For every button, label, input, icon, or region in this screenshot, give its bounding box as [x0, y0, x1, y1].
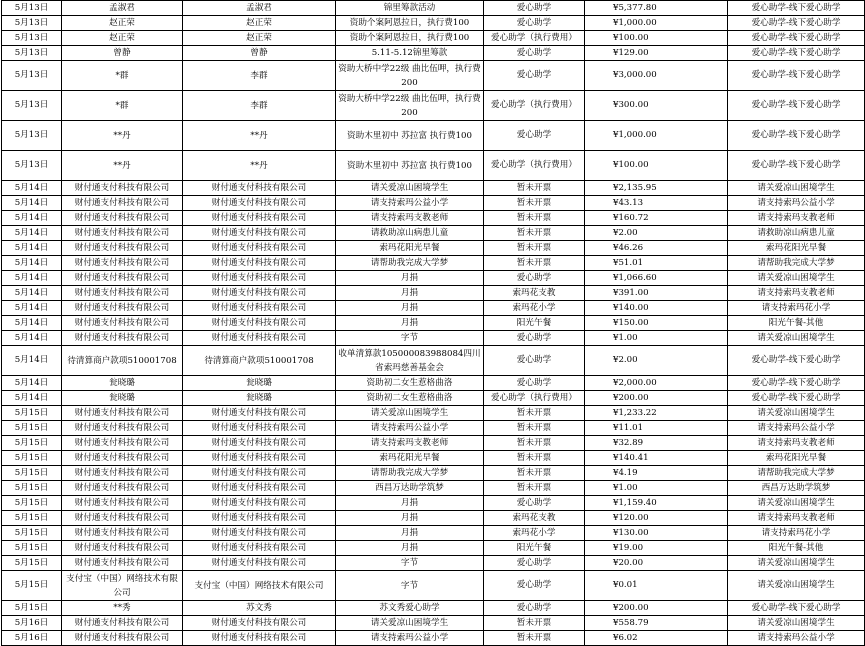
donor-cell: 财付通支付科技有限公司 — [62, 541, 183, 556]
amount-cell: ¥120.00 — [585, 511, 728, 526]
purpose-cell: 收单清算款105000083988084四川省索玛慈善基金会 — [336, 346, 484, 376]
table-row — [2, 496, 865, 511]
donor-cell: 财付通支付科技有限公司 — [62, 631, 183, 646]
payer-cell: 财付通支付科技有限公司 — [183, 286, 336, 301]
donor-cell: 财付通支付科技有限公司 — [62, 286, 183, 301]
project-cell: 请关爱凉山困境学生 — [728, 406, 865, 421]
amount-cell: ¥3,000.00 — [585, 61, 728, 91]
date-cell: 5月15日 — [2, 601, 62, 616]
project-cell: 请支持索玛支教老师 — [728, 211, 865, 226]
project-cell: 请帮助我完成大学梦 — [728, 256, 865, 271]
table-row — [2, 571, 865, 601]
amount-cell: ¥2,135.95 — [585, 181, 728, 196]
purpose-cell: 请支持索玛支教老师 — [336, 211, 484, 226]
table-row — [2, 301, 865, 316]
donor-cell: 财付通支付科技有限公司 — [62, 226, 183, 241]
amount-cell: ¥2,000.00 — [585, 376, 728, 391]
purpose-cell: 请帮助我完成大学梦 — [336, 256, 484, 271]
table-row — [2, 271, 865, 286]
invoice-type-cell: 爱心助学 — [484, 16, 585, 31]
project-cell: 请关爱凉山困境学生 — [728, 616, 865, 631]
payer-cell: 财付通支付科技有限公司 — [183, 526, 336, 541]
amount-cell: ¥300.00 — [585, 91, 728, 121]
donor-cell: 财付通支付科技有限公司 — [62, 316, 183, 331]
amount-cell: ¥0.01 — [585, 571, 728, 601]
invoice-type-cell: 爱心助学 — [484, 376, 585, 391]
donor-cell: 财付通支付科技有限公司 — [62, 271, 183, 286]
table-row — [2, 121, 865, 151]
payer-cell: 财付通支付科技有限公司 — [183, 556, 336, 571]
table-row — [2, 406, 865, 421]
date-cell: 5月14日 — [2, 226, 62, 241]
invoice-type-cell: 暂未开票 — [484, 196, 585, 211]
amount-cell: ¥1,159.40 — [585, 496, 728, 511]
amount-cell: ¥46.26 — [585, 241, 728, 256]
table-row — [2, 256, 865, 271]
invoice-type-cell: 暂未开票 — [484, 406, 585, 421]
purpose-cell: 资助个案阿恩拉日，执行费100 — [336, 16, 484, 31]
table-row — [2, 481, 865, 496]
invoice-type-cell: 索玛花小学 — [484, 526, 585, 541]
amount-cell: ¥20.00 — [585, 556, 728, 571]
invoice-type-cell: 爱心助学 — [484, 46, 585, 61]
project-cell: 请支持索玛公益小学 — [728, 631, 865, 646]
donor-cell: 财付通支付科技有限公司 — [62, 616, 183, 631]
project-cell: 爱心助学-线下爱心助学 — [728, 121, 865, 151]
payer-cell: 财付通支付科技有限公司 — [183, 511, 336, 526]
donor-cell: *群 — [62, 61, 183, 91]
date-cell: 5月14日 — [2, 181, 62, 196]
amount-cell: ¥391.00 — [585, 286, 728, 301]
table-row — [2, 346, 865, 376]
table-row — [2, 241, 865, 256]
purpose-cell: 请关爱凉山困境学生 — [336, 181, 484, 196]
purpose-cell: 月捐 — [336, 511, 484, 526]
payer-cell: 财付通支付科技有限公司 — [183, 451, 336, 466]
table-row — [2, 181, 865, 196]
date-cell: 5月15日 — [2, 421, 62, 436]
invoice-type-cell: 爱心助学 — [484, 496, 585, 511]
amount-cell: ¥140.41 — [585, 451, 728, 466]
invoice-type-cell: 爱心助学 — [484, 121, 585, 151]
invoice-type-cell: 暂未开票 — [484, 421, 585, 436]
amount-cell: ¥100.00 — [585, 31, 728, 46]
invoice-type-cell: 阳光午餐 — [484, 541, 585, 556]
amount-cell: ¥200.00 — [585, 391, 728, 406]
amount-cell: ¥11.01 — [585, 421, 728, 436]
date-cell: 5月14日 — [2, 346, 62, 376]
purpose-cell: 字节 — [336, 571, 484, 601]
invoice-type-cell: 暂未开票 — [484, 241, 585, 256]
purpose-cell: 月捐 — [336, 271, 484, 286]
amount-cell: ¥129.00 — [585, 46, 728, 61]
invoice-type-cell: 爱心助学 — [484, 601, 585, 616]
table-row — [2, 46, 865, 61]
purpose-cell: 请关爱凉山困境学生 — [336, 616, 484, 631]
donor-cell: **秀 — [62, 601, 183, 616]
project-cell: 爱心助学-线下爱心助学 — [728, 151, 865, 181]
project-cell: 索玛花阳光早餐 — [728, 451, 865, 466]
donor-cell: 财付通支付科技有限公司 — [62, 241, 183, 256]
invoice-type-cell: 暂未开票 — [484, 481, 585, 496]
date-cell: 5月14日 — [2, 391, 62, 406]
project-cell: 请帮助我完成大学梦 — [728, 466, 865, 481]
date-cell: 5月14日 — [2, 316, 62, 331]
payer-cell: 财付通支付科技有限公司 — [183, 541, 336, 556]
donor-cell: 财付通支付科技有限公司 — [62, 436, 183, 451]
payer-cell: 财付通支付科技有限公司 — [183, 256, 336, 271]
project-cell: 爱心助学-线下爱心助学 — [728, 61, 865, 91]
invoice-type-cell: 暂未开票 — [484, 451, 585, 466]
project-cell: 请支持索玛支教老师 — [728, 436, 865, 451]
amount-cell: ¥160.72 — [585, 211, 728, 226]
payer-cell: 待清算商户款项510001708 — [183, 346, 336, 376]
donor-cell: 财付通支付科技有限公司 — [62, 481, 183, 496]
project-cell: 索玛花阳光早餐 — [728, 241, 865, 256]
table-row — [2, 436, 865, 451]
table-row — [2, 61, 865, 91]
invoice-type-cell: 阳光午餐 — [484, 316, 585, 331]
project-cell: 请支持索玛花小学 — [728, 301, 865, 316]
amount-cell: ¥1,233.22 — [585, 406, 728, 421]
project-cell: 请关爱凉山困境学生 — [728, 271, 865, 286]
purpose-cell: 请支持索玛公益小学 — [336, 631, 484, 646]
purpose-cell: 月捐 — [336, 496, 484, 511]
table-row — [2, 631, 865, 646]
table-row — [2, 526, 865, 541]
project-cell: 请支持索玛花小学 — [728, 526, 865, 541]
table-row — [2, 601, 865, 616]
payer-cell: 财付通支付科技有限公司 — [183, 406, 336, 421]
invoice-type-cell: 爱心助学 — [484, 346, 585, 376]
payer-cell: 财付通支付科技有限公司 — [183, 211, 336, 226]
date-cell: 5月13日 — [2, 61, 62, 91]
amount-cell: ¥1,000.00 — [585, 16, 728, 31]
donor-cell: 财付通支付科技有限公司 — [62, 256, 183, 271]
amount-cell: ¥1,000.00 — [585, 121, 728, 151]
payer-cell: 财付通支付科技有限公司 — [183, 226, 336, 241]
amount-cell: ¥1,066.60 — [585, 271, 728, 286]
project-cell: 请关爱凉山困境学生 — [728, 496, 865, 511]
amount-cell: ¥5,377.80 — [585, 1, 728, 16]
project-cell: 阳光午餐-其他 — [728, 316, 865, 331]
amount-cell: ¥100.00 — [585, 151, 728, 181]
table-row — [2, 616, 865, 631]
amount-cell: ¥43.13 — [585, 196, 728, 211]
payer-cell: 曾静 — [183, 46, 336, 61]
donor-cell: 孟淑君 — [62, 1, 183, 16]
table-row — [2, 331, 865, 346]
date-cell: 5月16日 — [2, 616, 62, 631]
date-cell: 5月15日 — [2, 406, 62, 421]
purpose-cell: 月捐 — [336, 541, 484, 556]
table-row — [2, 466, 865, 481]
purpose-cell: 西昌万达助学筑梦 — [336, 481, 484, 496]
date-cell: 5月14日 — [2, 256, 62, 271]
donor-cell: 财付通支付科技有限公司 — [62, 466, 183, 481]
payer-cell: 财付通支付科技有限公司 — [183, 616, 336, 631]
payer-cell: 财付通支付科技有限公司 — [183, 241, 336, 256]
purpose-cell: 锦里筹款活动 — [336, 1, 484, 16]
donor-cell: 财付通支付科技有限公司 — [62, 421, 183, 436]
amount-cell: ¥6.02 — [585, 631, 728, 646]
date-cell: 5月15日 — [2, 496, 62, 511]
date-cell: 5月15日 — [2, 526, 62, 541]
amount-cell: ¥200.00 — [585, 601, 728, 616]
amount-cell: ¥130.00 — [585, 526, 728, 541]
date-cell: 5月13日 — [2, 91, 62, 121]
amount-cell: ¥4.19 — [585, 466, 728, 481]
invoice-type-cell: 暂未开票 — [484, 226, 585, 241]
date-cell: 5月13日 — [2, 16, 62, 31]
payer-cell: 苏文秀 — [183, 601, 336, 616]
project-cell: 请支持索玛支教老师 — [728, 511, 865, 526]
invoice-type-cell: 暂未开票 — [484, 256, 585, 271]
project-cell: 请关爱凉山困境学生 — [728, 571, 865, 601]
table-row — [2, 151, 865, 181]
purpose-cell: 资助初二女生惹格曲洛 — [336, 391, 484, 406]
invoice-type-cell: 索玛花支教 — [484, 286, 585, 301]
invoice-type-cell: 爱心助学（执行费用） — [484, 391, 585, 406]
date-cell: 5月14日 — [2, 241, 62, 256]
donor-cell: 财付通支付科技有限公司 — [62, 511, 183, 526]
purpose-cell: 请救助凉山病患儿童 — [336, 226, 484, 241]
table-row — [2, 286, 865, 301]
donor-cell: 待清算商户款项510001708 — [62, 346, 183, 376]
amount-cell: ¥1.00 — [585, 481, 728, 496]
payer-cell: 财付通支付科技有限公司 — [183, 181, 336, 196]
date-cell: 5月15日 — [2, 451, 62, 466]
invoice-type-cell: 爱心助学 — [484, 271, 585, 286]
purpose-cell: 月捐 — [336, 286, 484, 301]
table-row — [2, 226, 865, 241]
project-cell: 爱心助学-线下爱心助学 — [728, 46, 865, 61]
date-cell: 5月13日 — [2, 151, 62, 181]
table-row — [2, 376, 865, 391]
purpose-cell: 请支持索玛公益小学 — [336, 421, 484, 436]
date-cell: 5月14日 — [2, 301, 62, 316]
amount-cell: ¥140.00 — [585, 301, 728, 316]
date-cell: 5月15日 — [2, 556, 62, 571]
payer-cell: 财付通支付科技有限公司 — [183, 436, 336, 451]
payer-cell: 财付通支付科技有限公司 — [183, 421, 336, 436]
purpose-cell: 资助个案阿恩拉日，执行费100 — [336, 31, 484, 46]
date-cell: 5月15日 — [2, 511, 62, 526]
date-cell: 5月15日 — [2, 436, 62, 451]
table-row — [2, 1, 865, 16]
amount-cell: ¥1.00 — [585, 331, 728, 346]
invoice-type-cell: 索玛花小学 — [484, 301, 585, 316]
payer-cell: 赵正荣 — [183, 31, 336, 46]
date-cell: 5月15日 — [2, 481, 62, 496]
purpose-cell: 资助木里初中 苏拉富 执行费100 — [336, 151, 484, 181]
donor-cell: 财付通支付科技有限公司 — [62, 406, 183, 421]
donor-cell: 财付通支付科技有限公司 — [62, 181, 183, 196]
donor-cell: 赵正荣 — [62, 31, 183, 46]
project-cell: 请关爱凉山困境学生 — [728, 181, 865, 196]
table-row — [2, 451, 865, 466]
donor-cell: 财付通支付科技有限公司 — [62, 331, 183, 346]
invoice-type-cell: 暂未开票 — [484, 466, 585, 481]
invoice-type-cell: 暂未开票 — [484, 181, 585, 196]
date-cell: 5月13日 — [2, 121, 62, 151]
payer-cell: 财付通支付科技有限公司 — [183, 331, 336, 346]
payer-cell: 赵正荣 — [183, 16, 336, 31]
project-cell: 请支持索玛支教老师 — [728, 286, 865, 301]
amount-cell: ¥558.79 — [585, 616, 728, 631]
amount-cell: ¥51.01 — [585, 256, 728, 271]
payer-cell: **丹 — [183, 121, 336, 151]
donor-cell: 财付通支付科技有限公司 — [62, 451, 183, 466]
payer-cell: 孟淑君 — [183, 1, 336, 16]
invoice-type-cell: 爱心助学（执行费用） — [484, 91, 585, 121]
payer-cell: 瓮晓璐 — [183, 391, 336, 406]
payer-cell: 财付通支付科技有限公司 — [183, 481, 336, 496]
table-row — [2, 211, 865, 226]
table-row — [2, 316, 865, 331]
donor-cell: **丹 — [62, 151, 183, 181]
table-row — [2, 196, 865, 211]
purpose-cell: 索玛花阳光早餐 — [336, 451, 484, 466]
table-row — [2, 16, 865, 31]
table-row — [2, 391, 865, 406]
payer-cell: **丹 — [183, 151, 336, 181]
invoice-type-cell: 爱心助学 — [484, 331, 585, 346]
date-cell: 5月16日 — [2, 631, 62, 646]
purpose-cell: 资助大桥中学22级 曲比伍呷，执行费200 — [336, 91, 484, 121]
amount-cell: ¥150.00 — [585, 316, 728, 331]
donor-cell: **丹 — [62, 121, 183, 151]
purpose-cell: 月捐 — [336, 526, 484, 541]
donor-cell: 财付通支付科技有限公司 — [62, 196, 183, 211]
purpose-cell: 资助木里初中 苏拉富 执行费100 — [336, 121, 484, 151]
date-cell: 5月14日 — [2, 376, 62, 391]
date-cell: 5月15日 — [2, 541, 62, 556]
date-cell: 5月14日 — [2, 196, 62, 211]
table-row — [2, 421, 865, 436]
project-cell: 爱心助学-线下爱心助学 — [728, 346, 865, 376]
project-cell: 爱心助学-线下爱心助学 — [728, 31, 865, 46]
invoice-type-cell: 暂未开票 — [484, 436, 585, 451]
date-cell: 5月14日 — [2, 271, 62, 286]
payer-cell: 李群 — [183, 91, 336, 121]
amount-cell: ¥2.00 — [585, 226, 728, 241]
donor-cell: 瓮晓璐 — [62, 376, 183, 391]
donation-ledger-table — [1, 0, 865, 646]
amount-cell: ¥32.89 — [585, 436, 728, 451]
project-cell: 请支持索玛公益小学 — [728, 196, 865, 211]
purpose-cell: 月捐 — [336, 316, 484, 331]
invoice-type-cell: 索玛花支教 — [484, 511, 585, 526]
date-cell: 5月13日 — [2, 31, 62, 46]
payer-cell: 财付通支付科技有限公司 — [183, 301, 336, 316]
invoice-type-cell: 爱心助学 — [484, 556, 585, 571]
donor-cell: 赵正荣 — [62, 16, 183, 31]
invoice-type-cell: 爱心助学（执行费用） — [484, 151, 585, 181]
purpose-cell: 苏文秀爱心助学 — [336, 601, 484, 616]
donor-cell: *群 — [62, 91, 183, 121]
payer-cell: 财付通支付科技有限公司 — [183, 316, 336, 331]
donor-cell: 曾静 — [62, 46, 183, 61]
invoice-type-cell: 爱心助学 — [484, 571, 585, 601]
ledger-body — [2, 1, 865, 646]
date-cell: 5月15日 — [2, 466, 62, 481]
invoice-type-cell: 爱心助学 — [484, 1, 585, 16]
purpose-cell: 请支持索玛支教老师 — [336, 436, 484, 451]
payer-cell: 财付通支付科技有限公司 — [183, 196, 336, 211]
invoice-type-cell: 暂未开票 — [484, 616, 585, 631]
payer-cell: 支付宝（中国）网络技术有限公司 — [183, 571, 336, 601]
donor-cell: 支付宝（中国）网络技术有限公司 — [62, 571, 183, 601]
purpose-cell: 字节 — [336, 331, 484, 346]
project-cell: 爱心助学-线下爱心助学 — [728, 91, 865, 121]
project-cell: 爱心助学-线下爱心助学 — [728, 376, 865, 391]
project-cell: 请关爱凉山困境学生 — [728, 556, 865, 571]
date-cell: 5月15日 — [2, 571, 62, 601]
payer-cell: 财付通支付科技有限公司 — [183, 271, 336, 286]
purpose-cell: 索玛花阳光早餐 — [336, 241, 484, 256]
purpose-cell: 字节 — [336, 556, 484, 571]
table-row — [2, 511, 865, 526]
purpose-cell: 请关爱凉山困境学生 — [336, 406, 484, 421]
project-cell: 爱心助学-线下爱心助学 — [728, 16, 865, 31]
payer-cell: 财付通支付科技有限公司 — [183, 496, 336, 511]
purpose-cell: 5.11-5.12锦里筹款 — [336, 46, 484, 61]
project-cell: 请支持索玛公益小学 — [728, 421, 865, 436]
donor-cell: 财付通支付科技有限公司 — [62, 496, 183, 511]
payer-cell: 财付通支付科技有限公司 — [183, 466, 336, 481]
amount-cell: ¥2.00 — [585, 346, 728, 376]
table-row — [2, 541, 865, 556]
date-cell: 5月13日 — [2, 46, 62, 61]
invoice-type-cell: 爱心助学（执行费用） — [484, 31, 585, 46]
date-cell: 5月14日 — [2, 211, 62, 226]
project-cell: 请关爱凉山困境学生 — [728, 331, 865, 346]
donor-cell: 财付通支付科技有限公司 — [62, 301, 183, 316]
project-cell: 西昌万达助学筑梦 — [728, 481, 865, 496]
invoice-type-cell: 暂未开票 — [484, 211, 585, 226]
payer-cell: 财付通支付科技有限公司 — [183, 631, 336, 646]
project-cell: 阳光午餐-其他 — [728, 541, 865, 556]
project-cell: 请救助凉山病患儿童 — [728, 226, 865, 241]
project-cell: 爱心助学-线下爱心助学 — [728, 1, 865, 16]
purpose-cell: 月捐 — [336, 301, 484, 316]
donor-cell: 财付通支付科技有限公司 — [62, 211, 183, 226]
table-row — [2, 556, 865, 571]
donor-cell: 瓮晓璐 — [62, 391, 183, 406]
donor-cell: 财付通支付科技有限公司 — [62, 526, 183, 541]
payer-cell: 瓮晓璐 — [183, 376, 336, 391]
payer-cell: 李群 — [183, 61, 336, 91]
project-cell: 爱心助学-线下爱心助学 — [728, 601, 865, 616]
donor-cell: 财付通支付科技有限公司 — [62, 556, 183, 571]
purpose-cell: 请帮助我完成大学梦 — [336, 466, 484, 481]
purpose-cell: 请支持索玛公益小学 — [336, 196, 484, 211]
table-row — [2, 31, 865, 46]
date-cell: 5月13日 — [2, 1, 62, 16]
project-cell: 爱心助学-线下爱心助学 — [728, 391, 865, 406]
date-cell: 5月14日 — [2, 331, 62, 346]
purpose-cell: 资助大桥中学22级 曲比伍呷，执行费200 — [336, 61, 484, 91]
invoice-type-cell: 暂未开票 — [484, 631, 585, 646]
purpose-cell: 资助初二女生惹格曲洛 — [336, 376, 484, 391]
amount-cell: ¥19.00 — [585, 541, 728, 556]
invoice-type-cell: 爱心助学 — [484, 61, 585, 91]
table-row — [2, 91, 865, 121]
date-cell: 5月14日 — [2, 286, 62, 301]
